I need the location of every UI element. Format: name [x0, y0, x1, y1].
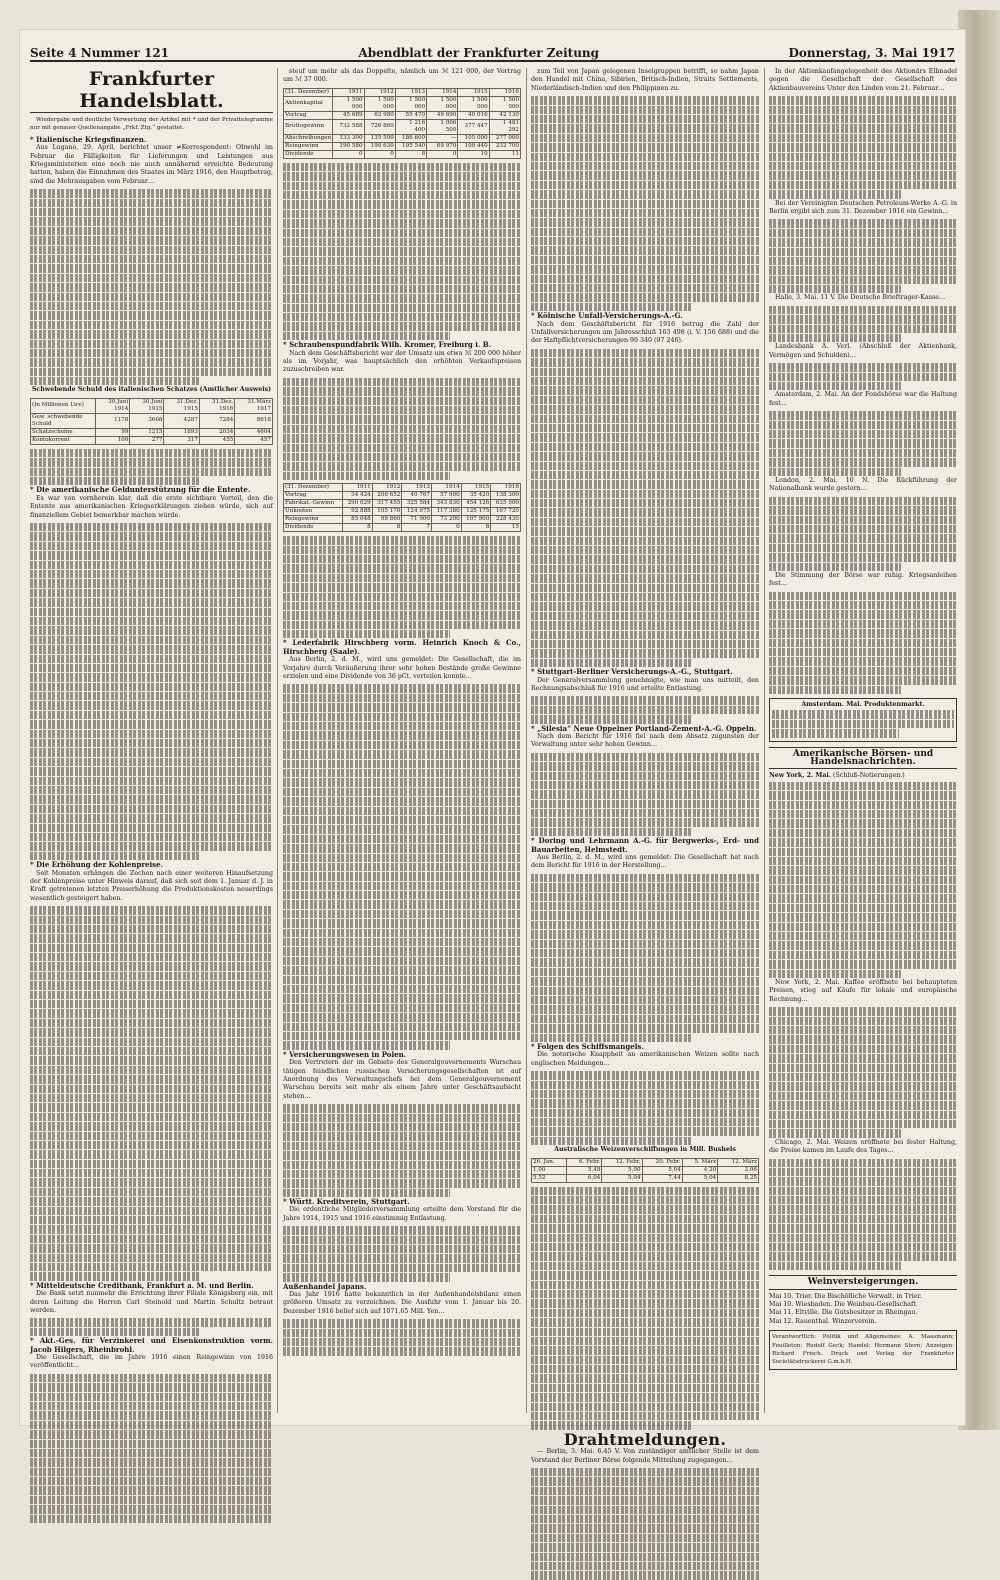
article-title: * Italienische Kriegsfinanzen. [30, 134, 147, 144]
article-text: Den Vertretern der im Gebiete des Generalgouvernements Warschau tätigen feindlichen russischen Versicherungsgesellschaften ist auf Anordnung des Verwaltungschefs bei dem Generalgouvernement Warschau bereits seit mehr als einem Jahre unter Geschäftsaufsicht stehen… [283, 1059, 521, 1100]
article-title: * Doring und Lehrmann A.-G. für Bergwerks-, Erd- und Bauarbeiten, Helmstedt. [531, 836, 759, 854]
article-title: * Mitteldeutsche Creditbank, Frankfurt a. M. und Berlin. [30, 1280, 254, 1290]
column-rule [526, 68, 527, 1413]
table-row: Dividende 0 0 8 0 10 11 [285, 150, 519, 157]
column-4 [769, 68, 957, 1413]
article-text: steuf um mehr als das Doppelte, nämlich um ℳ 121 000, der Vortrag um ℳ 37 000. [283, 68, 521, 84]
page-date: Donnerstag, 3. Mai 1917 [788, 46, 955, 60]
column-2 [283, 68, 521, 1413]
table-row: Reingewinn 85 048 99 860 71 900 73 200 107 900 228 430 [285, 516, 519, 523]
table-row: Reingewinn 190 580 190 630 195 540 69 970 109 440 232 700 [285, 142, 519, 149]
masthead-note: Wiedergabe und deutliche Verwertung der Artikel mit * und der Privattelegramme nur mit genauer Quellenangabe „Frkf. Ztg.“ gestattet. [30, 117, 273, 132]
table-row: 5,52 6,04 5,04 7,44 5,04 8,25 [533, 1174, 757, 1181]
dateline: New York, 2. Mai. [769, 772, 831, 780]
table-row: Gew. schwebende Schuld 1178 3668 4287 7284 8618 [32, 413, 271, 427]
article-text: Aus Berlin, 2. d. M., wird uns gemeldet: Die Gesellschaft hat nach dem Bericht für 1916 in der Herstellung… [531, 854, 759, 870]
article-title: * Akt.-Ges. für Verzinkerei und Eisenkonstruktion vorm. Jacob Hilgers, Rheinbrohl. [30, 1336, 273, 1354]
article-title: * Stuttgart-Berliner Versicherungs-A.-G., Stuttgart. [531, 667, 733, 677]
table-row: 1,00 5,48 5,00 5,04 4,20 3,06 [533, 1166, 757, 1173]
newspaper-page [20, 30, 965, 1464]
article-text: Aus Berlin, 2. d. M., wird uns gemeldet: Die Gesellschaft, die im Vorjahre durch Veräußerung ihrer sehr hohen Bestände große Gewinne erzielen und eine Dividende von 36 pCt. verteilen konnte… [283, 656, 521, 681]
article-title: * Kölnische Unfall-Versicherungs-A.-G. [531, 311, 683, 321]
article-text: Nach dem Geschäftsbericht war der Umsatz um etwa ℳ 200 000 höher als im Vorjahr, was hauptsächlich den erhöhten Verkaufspreisen zuzuschreiben war. [283, 349, 521, 374]
article-text: Nach dem Geschäftsbericht für 1916 betrug die Zahl der Unfallversicherungen am Jahresschluß 163 498 (i. V. 156 688) und die der Haftpflichtversicherungen 99 340 (97 246). [531, 320, 759, 345]
article-title: Außenhandel Japans. [283, 1281, 367, 1291]
table-row: Bruttogewinn 732 588 726 860 1 216 400 1 006 500 377 447 1 481 292 [285, 119, 519, 133]
table-row: Vortrag 45 689 63 980 55 470 49 690 40 016 42 130 [285, 111, 519, 118]
list-item: Mai 11. Eltville. Die Gutsbesitzer in Rheingau. [769, 1309, 918, 1317]
subhead: (Schluß-Notierungen.) [833, 772, 905, 780]
article-text: Chicago, 2. Mai. Weizen eröffnete bei fester Haltung, die Preise kamen im Laufe des Tages… [769, 1138, 957, 1155]
table-row: Unkosten 92 888 105 170 124 975 117 380 125 175 167 720 [285, 508, 519, 515]
list-item: Mai 12. Rauenthal. Winzerverein. [769, 1317, 877, 1325]
article-title: * Folgen des Schiffsmangels. [531, 1041, 644, 1051]
market-box [769, 698, 957, 742]
article-text: Seit Monaten erhängen die Zechen nach einer weiteren Hinaufsetzung der Kohlenpreise unter Hinweis darauf, daß sich seit dem 1. Januar d. J. in Kraft getretenen letzten Preiserhöhung die Produktionskosten neuerdings wesentlich gesteigert haben. [30, 869, 273, 902]
company-table: (31. Dezember) 1911 1912 1913 1914 1915 1916 Vortrag 34 424 200 652 40 767 57 900 35 420 138 300 Fabrikat.-Gewinn 290 029 317 455 325 584 343 830 454 126 635 000 Unkosten 92 888 105 170 124 975 117 380 125 175 167 720 Reingewinn 85 048 99 860 71 900 73 200 107 900 228 430 Dividende 8 8 7 0 8 15 [285, 484, 519, 531]
table-row: Dividende 8 8 7 0 8 15 [285, 524, 519, 531]
wheat-table: 26. Jan. 6. Febr. 12. Febr. 20. Febr. 5. März 12. März 1,00 5,48 5,00 5,04 4,20 3,06 5,52 6,04 5,04 7,44 5,04 8,25 [533, 1158, 757, 1181]
list-item: Mai 10. Wiesbaden. Die Weinbau-Gesellschaft. [769, 1301, 918, 1308]
article-text: Amsterdam, 2. Mai. An der Fondsbörse war die Haltung fest… [769, 391, 957, 407]
section-heading: Drahtmeldungen. [563, 1429, 727, 1449]
article-text: Die notorische Knappheit an amerikanischen Weizen sollte nach englischen Meldungen… [531, 1051, 759, 1067]
article-title: * „Silesia“ Neue Oppelner Portland-Zement-A.-G. Oppeln. [531, 723, 757, 733]
table-row: Aktienkapital 1 500 000 1 500 000 1 500 000 1 500 000 1 500 000 1 500 000 [285, 96, 519, 110]
company-table: (31. Dezember) 1911 1912 1913 1914 1915 1916 Aktienkapital 1 500 000 1 500 000 1 500 000 1 500 000 1 500 000 1 500 000 Vortrag 45 689 63 980 55 470 49 690 40 016 42 130 Bruttogewinn 732 588 726 860 1 216 400 1 006 500 377 447 1 481 292 Abschreibungen 133 300 135 500 186 600 — 105 000 277 000 Reingewinn 190 580 190 630 195 540 69 970 109 440 232 700 Dividende 0 0 8 0 10 11 [285, 88, 519, 157]
table-row: Schatzscheine 99 1215 1893 2034 4604 [32, 428, 271, 435]
article-text: — Berlin, 3. Mai. 6.45 V. Von zuständiger amtlicher Stelle ist dem Vorstand der Berliner Börse folgende Mitteilung zugegangen… [531, 1448, 759, 1464]
article-text: London, 2. Mai. 10 N. Die Rückführung der Nationalbank wurde gestern… [769, 476, 957, 493]
article-text: Landesbank A. Verl. (Abschluß der Aktienbank, Vermögen und Schulden)… [769, 343, 957, 359]
table-row: Abschreibungen 133 300 135 500 186 600 — 105 000 277 000 [285, 134, 519, 141]
article-text: Der Generalversammlung genehmigte, wie man uns mitteilt, den Rechnungsabschluß für 1916 und erteilte Entlastung. [531, 676, 759, 692]
article-title: * Die Erhöhung der Kohlenpreise. [30, 860, 163, 870]
table-row: Fabrikat.-Gewinn 290 029 317 455 325 584 343 830 454 126 635 000 [285, 500, 519, 507]
article-text: In der Aktienkaufangelegenheit des Aktionärs Elbnadel gegen die Gesellschaft der Gesellschaft des Aktienbauvereins Unter den Linden vom 21. Februar… [769, 68, 957, 92]
article-text: Die Gesellschaft, die im Jahre 1916 einen Reingewinn von 1916 veröffentlicht… [30, 1353, 273, 1370]
article-text: Nach dem Bericht für 1916 fiel nach dem Absatz zugunsten der Verwaltung unter sehr hohen Gewinn… [531, 732, 759, 749]
table-caption: Schwebende Schuld des italienischen Schatzes (Amtlicher Ausweis) [31, 386, 272, 394]
article-title: * Lederfabrik Hirschberg vorm. Heinrich Knoch & Co., Hirschberg (Saale). [283, 638, 521, 656]
page-label: Seite 4 Nummer 121 [30, 46, 170, 60]
table-row: Kontokorrent 100 277 317 455 457 [32, 436, 271, 443]
article-text: Die Bank setzt nunmehr die Errichtung ihrer Filiale Königsberg ein, mit deren Leitung die Herren Carl Steinold und Martin Schultz betraut werden. [30, 1290, 273, 1314]
article-text: Die ordentliche Mitgliederversammlung erteilte dem Vorstand für die Jahre 1914, 1915 und 1916 einstimmig Entlastung. [283, 1206, 521, 1222]
section-heading: Weinversteigerungen. [769, 1275, 957, 1289]
section-heading: Amerikanische Börsen- und Handelsnachrichten. [769, 747, 957, 770]
article-text: Die Stimmung der Börse war ruhig. Kriegsanleihen fest… [769, 571, 957, 588]
page-header [30, 38, 955, 62]
article-title: * Württ. Kreditverein, Stuttgart. [283, 1197, 410, 1207]
table-caption: Australische Weizenverschiffungen in Mill. Bushels [554, 1146, 736, 1154]
article-text: Aus Lugano, 29. April, berichtet unser ≠Korrespondent: Obwohl im Februar die Fälligkeiten für Lieferungen und Leistungen aus Kriegsministerien eine noch nie auch annähernd erreichte Bedeutung hatten, haben die Einnahmen des Staates im März 1916, den Hauptbetrag, sind die Mehrausgaben vom Februar… [30, 144, 273, 185]
article-text: Bei der Vereinigten Deutschen Petroleum-Werke A.-G. in Berlin ergibt sich zum 31. Dezember 1916 ein Gewinn… [769, 199, 957, 215]
masthead: Frankfurter Handelsblatt. [30, 68, 273, 113]
article-title: * Schraubenspundfabrik Wilh. Kromer, Freiburg i. B. [283, 340, 492, 350]
article-title: * Versicherungswesen in Polen. [283, 1049, 407, 1059]
box-title: Amsterdam. Mai. Produktenmarkt. [801, 701, 925, 708]
article-text: Es war von vornherein klar, daß die erste sichtbare Vorteil, den die Entente aus amerikanischen Kriegserklärungen ziehen würde, sich auf finanziellem Gebiet bemerkbar machen würde. [30, 494, 273, 519]
list-item: Mai 10. Trier. Die Bischöfliche Verwalt. in Trier. [769, 1292, 922, 1300]
article-text: Das Jahr 1916 hatte bekanntlich in der Außenhandelsbilanz einen größeren Umsatz zu verzeichnen. Die Ausfuhr vom 1. Januar bis 20. Dezember 1916 belief sich auf 1071,65 Mill. Yen… [283, 1291, 521, 1315]
article-title: * Die amerikanische Geldunterstützung für die Entente. [30, 485, 251, 495]
paper-name: Abendblatt der Frankfurter Zeitung [358, 46, 600, 60]
article-text: New York, 2. Mai. Kaffee eröffnete bei behaupteten Preisen, stieg auf Käufe für lokale und europäische Rechnung… [769, 979, 957, 1003]
column-rule [764, 68, 765, 1413]
imprint: Verantwortlich: Politik und Allgemeines: A. Maasmann; Feuilleton: Rudolf Geck; Handel: Hermann Stern; Anzeigen: Richard Frisch. Druck und Verlag der Frankfurter Societätsdruckerei G.m.b.H. [769, 1330, 957, 1370]
table-row: Vortrag 34 424 200 652 40 767 57 900 35 420 138 300 [285, 492, 519, 499]
article-text: Halle, 3. Mai. 11 V. Die Deutsche Brieftrager-Kasse… [775, 294, 946, 302]
column-3 [531, 68, 759, 1464]
article-text: zum Teil von Japan gelegenen Inselgruppen betrifft, so nahm Japan den Handel mit China, Sibirien, Britisch-Indien, Straits Settlements, Niederländisch-Indien und den Philippinen zu. [531, 68, 759, 92]
column-rule [277, 68, 278, 1413]
column-1 [30, 68, 273, 1413]
debt-table: (In Millionen Lire) 30.Juni 1914 30.Juni 1915 31.Dez. 1915 31.Dez. 1916 31.März 1917 Gew. schwebende Schuld 1178 3668 4287 7284 8618 Schatzscheine 99 1215 1893 2034 4604 Kontokorrent 100 277 317 455 457 [32, 398, 271, 443]
